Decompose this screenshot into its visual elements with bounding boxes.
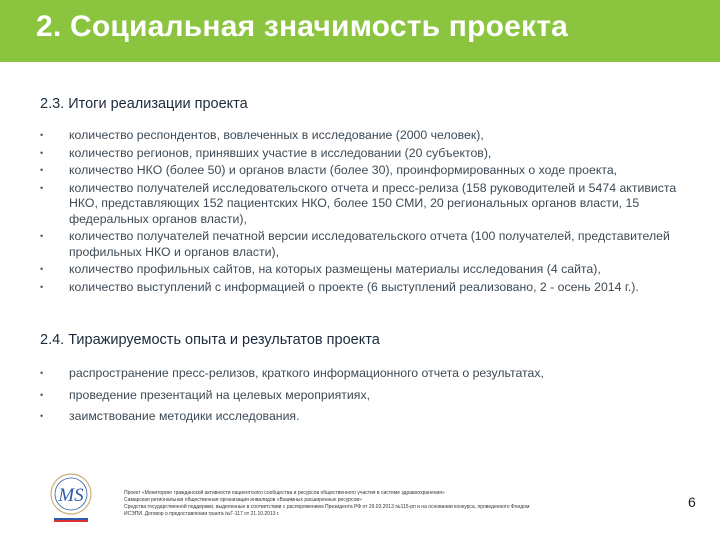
bullet-icon: • [40, 368, 44, 378]
list-item: • проведение презентаций на целевых мероприятиях, [40, 387, 371, 402]
list-item: • количество профильных сайтов, на которых размещены материалы исследования (4 сайта), [40, 262, 601, 276]
svg-text:MS: MS [58, 485, 84, 506]
footer-project-info: Проект «Мониторинг гражданской активности пациентского сообщества и ресурсов общественного участия в системе здравоохранения» Самарская региональная общественная организация инвалидов «Взаимных расширенных ресурсов» Средства государственной поддержки, выделенные в соответствии с распоряжением Президента РФ от 29.03.2013 №115-рп и на основании конкурса, проведенного Фондом ИСЭПИ. Договор о предоставлении гранта №Г-117 от 21.10.2013 г. [124, 490, 530, 517]
list-item: • количество получателей печатной версии исследовательского отчета (100 получателей, представителей профильных НКО и органов власти), [40, 229, 670, 259]
page-number: 6 [688, 494, 696, 510]
replication-list [40, 366, 690, 431]
logo-icon [48, 470, 94, 524]
section-1-heading [40, 96, 248, 112]
bullet-icon: • [40, 182, 44, 193]
list-item: • заимствование методики исследования. [40, 409, 300, 423]
list-item: • количество респондентов, вовлеченных в исследование (2000 человек), [40, 128, 484, 142]
bullet-icon: • [40, 231, 44, 241]
section-2-heading [40, 332, 380, 348]
section-2-title: 2.4. Тиражируемость опыта и результатов проекта [40, 332, 380, 348]
organization-logo [48, 470, 94, 524]
bullet-icon: • [40, 130, 44, 140]
bullet-icon: • [40, 264, 44, 274]
list-item: • количество выступлений с информацией о проекте (6 выступлений реализовано, 2 - осень 2014 г.). [40, 279, 639, 294]
bullet-icon: • [40, 411, 44, 421]
list-item: • количество регионов, принявших участие в исследовании (20 субъектов), [40, 145, 492, 160]
list-item: • количество получателей исследовательского отчета и пресс-релиза (158 руководителей и 5474 активиста НКО, представляющих 152 пациентских НКО, более 150 СМИ, 20 региональных органов власти, 15 федеральных органов власти), [40, 180, 677, 226]
bullet-icon: • [40, 147, 44, 158]
list-item: • распространение пресс-релизов, краткого информационного отчета о результатах, [40, 366, 544, 380]
list-item: • количество НКО (более 50) и органов власти (более 30), проинформированных о ходе проекта, [40, 163, 618, 177]
bullet-icon: • [40, 389, 44, 400]
bullet-icon: • [40, 281, 44, 292]
title-bar [0, 0, 720, 62]
bullet-icon: • [40, 165, 44, 175]
section-1-title: 2.3. Итоги реализации проекта [40, 96, 248, 112]
slide-title: 2. Социальная значимость проекта [36, 10, 569, 43]
results-list [40, 128, 690, 297]
